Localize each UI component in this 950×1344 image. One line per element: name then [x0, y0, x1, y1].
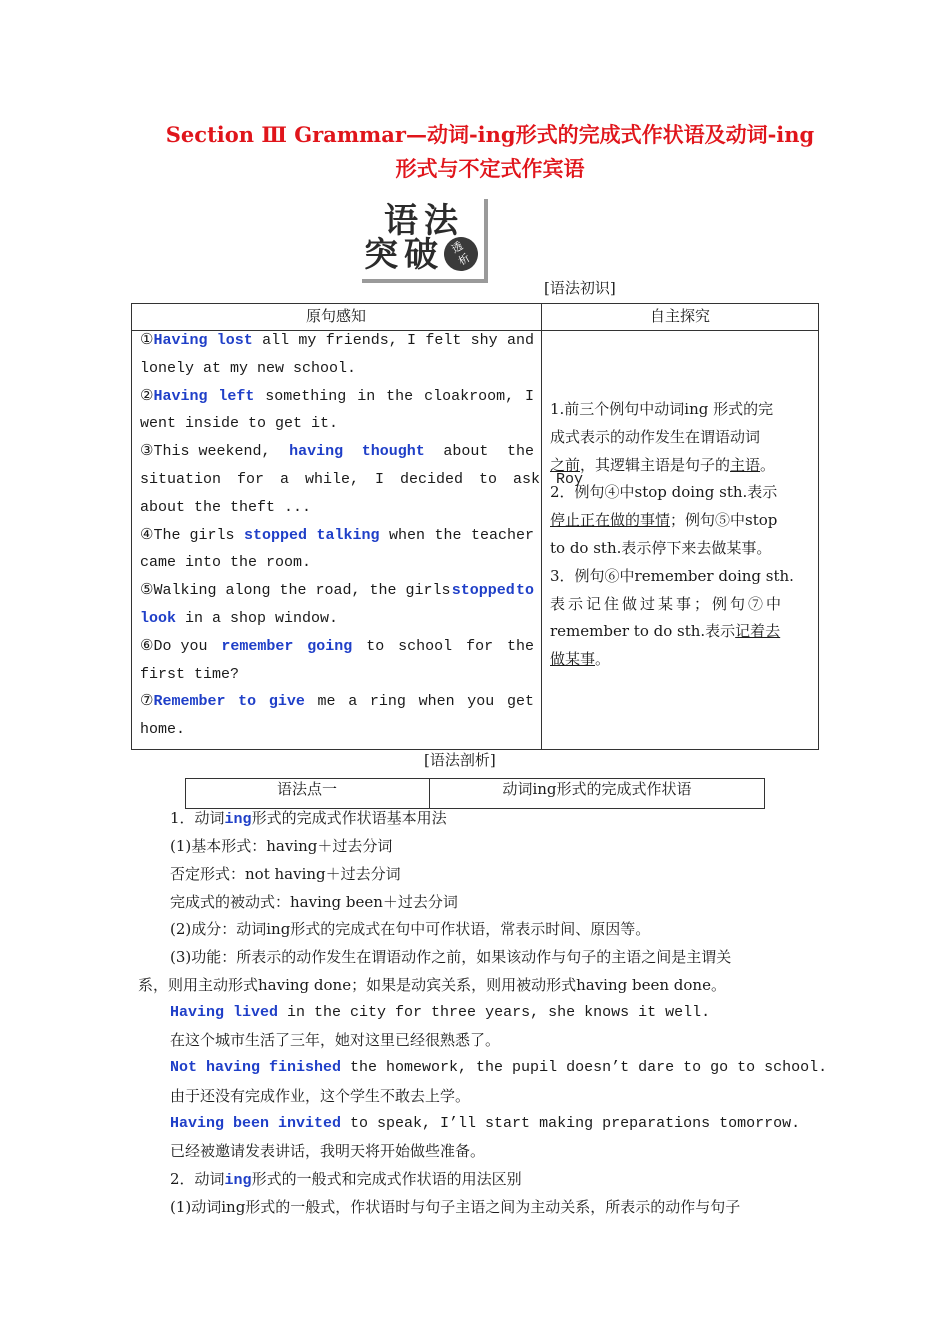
- example-line: came into the room.: [140, 554, 312, 572]
- example-line: [140, 466, 584, 494]
- highlight-word: Remember: [153, 693, 226, 711]
- title-line-1: Section Ⅲ Grammar—动词-ing形式的完成式作状语及动词-ing: [165, 122, 815, 147]
- underlined-answer: 之前: [550, 455, 581, 474]
- example-number: ②: [140, 387, 154, 405]
- example-line: first time?: [140, 665, 240, 683]
- paragraph: (3)功能：所表示的动作发生在谓语动作之前，如果该动作与句子的主语之间是主谓关: [170, 948, 732, 966]
- word: felt: [425, 332, 462, 349]
- text: Do you: [153, 637, 208, 655]
- logo-char: 语: [384, 201, 418, 241]
- word: for: [466, 637, 494, 655]
- text: in the city for three years, she knows it well.: [278, 1004, 711, 1021]
- example-line: [140, 522, 534, 550]
- text: Walking along the road, the girls: [153, 582, 451, 600]
- word: I: [524, 387, 534, 405]
- example-line: [140, 688, 534, 716]
- text: to speak, I’ll start making preparations tomorrow.: [341, 1115, 801, 1132]
- logo-badge-char: 透: [449, 239, 466, 256]
- underlined-answer: 主语: [730, 455, 761, 474]
- example-line: [140, 577, 534, 605]
- example-number: ⑦: [140, 693, 154, 711]
- highlight-word: Having: [153, 332, 208, 349]
- example-en: [170, 1003, 710, 1023]
- word: all: [262, 332, 290, 349]
- word: the: [506, 443, 534, 461]
- section-label-analysis: [语法剖析]: [424, 751, 496, 769]
- highlight-word: Having: [153, 387, 208, 405]
- highlight-word: left: [218, 387, 255, 405]
- text: 形式的完成式作状语基本用法: [251, 809, 447, 827]
- example-line: home.: [140, 721, 186, 739]
- text: situation for a while, I decided to ask Roy: [140, 470, 584, 488]
- word: ring: [369, 693, 406, 711]
- explore-text: 。: [595, 650, 611, 669]
- text: in a shop window.: [185, 609, 339, 627]
- explore-notes: [550, 396, 810, 674]
- explore-line: 3．例句⑥中remember doing sth.: [550, 566, 794, 585]
- explore-line: 1.前三个例句中动词ing 形式的完: [550, 400, 774, 418]
- highlight-phrase: Not having finished: [170, 1059, 342, 1076]
- example-line: [140, 605, 534, 633]
- highlight-word: ing: [224, 811, 252, 828]
- explore-line: [550, 424, 810, 452]
- grammar-point-label: 语法点一: [276, 780, 337, 798]
- example-cn: 由于还没有完成作业，这个学生不敢去上学。: [170, 1087, 471, 1105]
- logo-char: 破: [404, 235, 438, 275]
- word: friends,: [325, 332, 398, 349]
- example-en: [170, 1058, 827, 1078]
- paragraph: (1)基本形式：having＋过去分词: [170, 837, 393, 855]
- example-number: ③: [140, 443, 154, 461]
- logo-badge-char: 析: [456, 251, 473, 269]
- word: a: [348, 693, 358, 711]
- text: The girls: [153, 526, 235, 544]
- word: me: [317, 693, 336, 711]
- example-number: ④: [140, 526, 154, 544]
- word: I: [407, 332, 417, 349]
- paragraph: (2)成分：动词ing形式的完成式在句中可作状语，常表示时间、原因等。: [170, 920, 651, 938]
- word: when: [418, 693, 455, 711]
- example-line: [140, 633, 534, 661]
- grammar-breakthrough-logo: [362, 199, 488, 283]
- example-en: [170, 1114, 800, 1134]
- example-line: about the theft ...: [140, 498, 312, 516]
- word: to: [366, 637, 385, 655]
- explore-text: ；例句⑤中stop: [670, 511, 778, 530]
- example-line: [140, 327, 534, 355]
- title-line-2: 形式与不定式作宾语: [395, 156, 585, 181]
- table-header-right: 自主探究: [649, 307, 710, 325]
- word: my: [298, 332, 317, 349]
- word: the: [386, 387, 414, 405]
- underlined-answer: 停止正在做的事情: [550, 511, 671, 530]
- text: 形式的一般式和完成式作状语的用法区别: [251, 1170, 522, 1188]
- explore-line: [550, 452, 810, 480]
- example-number: ⑤: [140, 582, 154, 600]
- example-number: ⑥: [140, 637, 154, 655]
- example-line: went inside to get it.: [140, 415, 339, 433]
- page-title-line-2: [130, 152, 850, 186]
- explore-line: [550, 618, 810, 646]
- word: school: [398, 637, 453, 655]
- explore-text: 成式表示的动作发生在谓语动词: [550, 427, 761, 446]
- word: teacher: [470, 526, 534, 544]
- word: when: [388, 526, 425, 544]
- word: about: [443, 443, 489, 461]
- highlight-phrase: Having lived: [170, 1004, 279, 1021]
- highlight-word: give: [268, 693, 305, 711]
- highlight-word: remember: [221, 637, 294, 655]
- paragraph: 否定形式：not having＋过去分词: [170, 865, 401, 883]
- underlined-answer: 做某事: [550, 650, 596, 669]
- word: get: [506, 693, 534, 711]
- highlight-word: to: [515, 582, 534, 600]
- highlight-word: stopped: [243, 526, 307, 544]
- word: and: [506, 332, 534, 349]
- explore-line: to do sth.表示停下来去做某事。: [550, 538, 772, 557]
- highlight-word: ing: [224, 1172, 252, 1189]
- explore-text: 。: [760, 455, 776, 474]
- word: the: [434, 526, 462, 544]
- page-title: [130, 118, 850, 152]
- word: you: [467, 693, 495, 711]
- heading-1: [170, 808, 447, 830]
- underlined-answer: 记着去: [735, 622, 781, 641]
- highlight-word: lost: [216, 332, 253, 349]
- paragraph: 完成式的被动式：having been＋过去分词: [170, 893, 458, 911]
- highlight-word: going: [307, 637, 353, 655]
- text: 1．动词: [170, 809, 225, 827]
- explore-line: 2．例句④中stop doing sth.表示: [550, 483, 778, 502]
- word: the: [506, 637, 534, 655]
- example-line: lonely at my new school.: [140, 359, 357, 377]
- example-line: [140, 383, 534, 411]
- text: This weekend,: [153, 443, 271, 461]
- highlight-word: look: [140, 609, 177, 627]
- table-header-left: 原句感知: [305, 307, 366, 325]
- logo-char: 法: [424, 201, 458, 241]
- example-number: ①: [140, 332, 154, 349]
- example-cn: 已经被邀请发表讲话，我明天将开始做些准备。: [170, 1142, 486, 1160]
- highlight-word: to: [238, 693, 257, 711]
- heading-2: [170, 1169, 522, 1191]
- word: cloakroom,: [424, 387, 515, 405]
- text: 2．动词: [170, 1170, 225, 1188]
- example-line: [140, 438, 534, 466]
- word: shy: [470, 332, 498, 349]
- logo-char: 突: [364, 235, 398, 275]
- section-label-intro: [语法初识]: [544, 279, 616, 297]
- explore-text: ，其逻辑主语是句子的: [580, 455, 731, 474]
- paragraph: 系，则用主动形式having done；如果是动宾关系，则用被动形式having been done。: [138, 976, 726, 994]
- paragraph: (1)动词ing形式的一般式，作状语时与句子主语之间为主动关系，所表示的动作与句子: [170, 1198, 741, 1216]
- explore-line: [550, 646, 810, 674]
- grammar-point-title: 动词ing形式的完成式作状语: [502, 780, 692, 798]
- highlight-word: thought: [361, 443, 425, 461]
- word: in: [357, 387, 376, 405]
- explore-text: remember to do sth.表示: [550, 622, 736, 641]
- highlight-word: talking: [316, 526, 380, 544]
- table-divider: [541, 303, 542, 750]
- explore-line: [550, 507, 810, 535]
- word: something: [265, 387, 347, 405]
- highlight-phrase: Having been invited: [170, 1115, 342, 1132]
- explore-line: 表示记住做过某事；例句⑦中: [550, 594, 785, 613]
- highlight-word: having: [289, 443, 344, 461]
- highlight-word: stopped: [451, 582, 515, 600]
- text: the homework, the pupil doesn’t dare to go to school.: [341, 1059, 828, 1076]
- example-cn: 在这个城市生活了三年，她对这里已经很熟悉了。: [170, 1031, 501, 1049]
